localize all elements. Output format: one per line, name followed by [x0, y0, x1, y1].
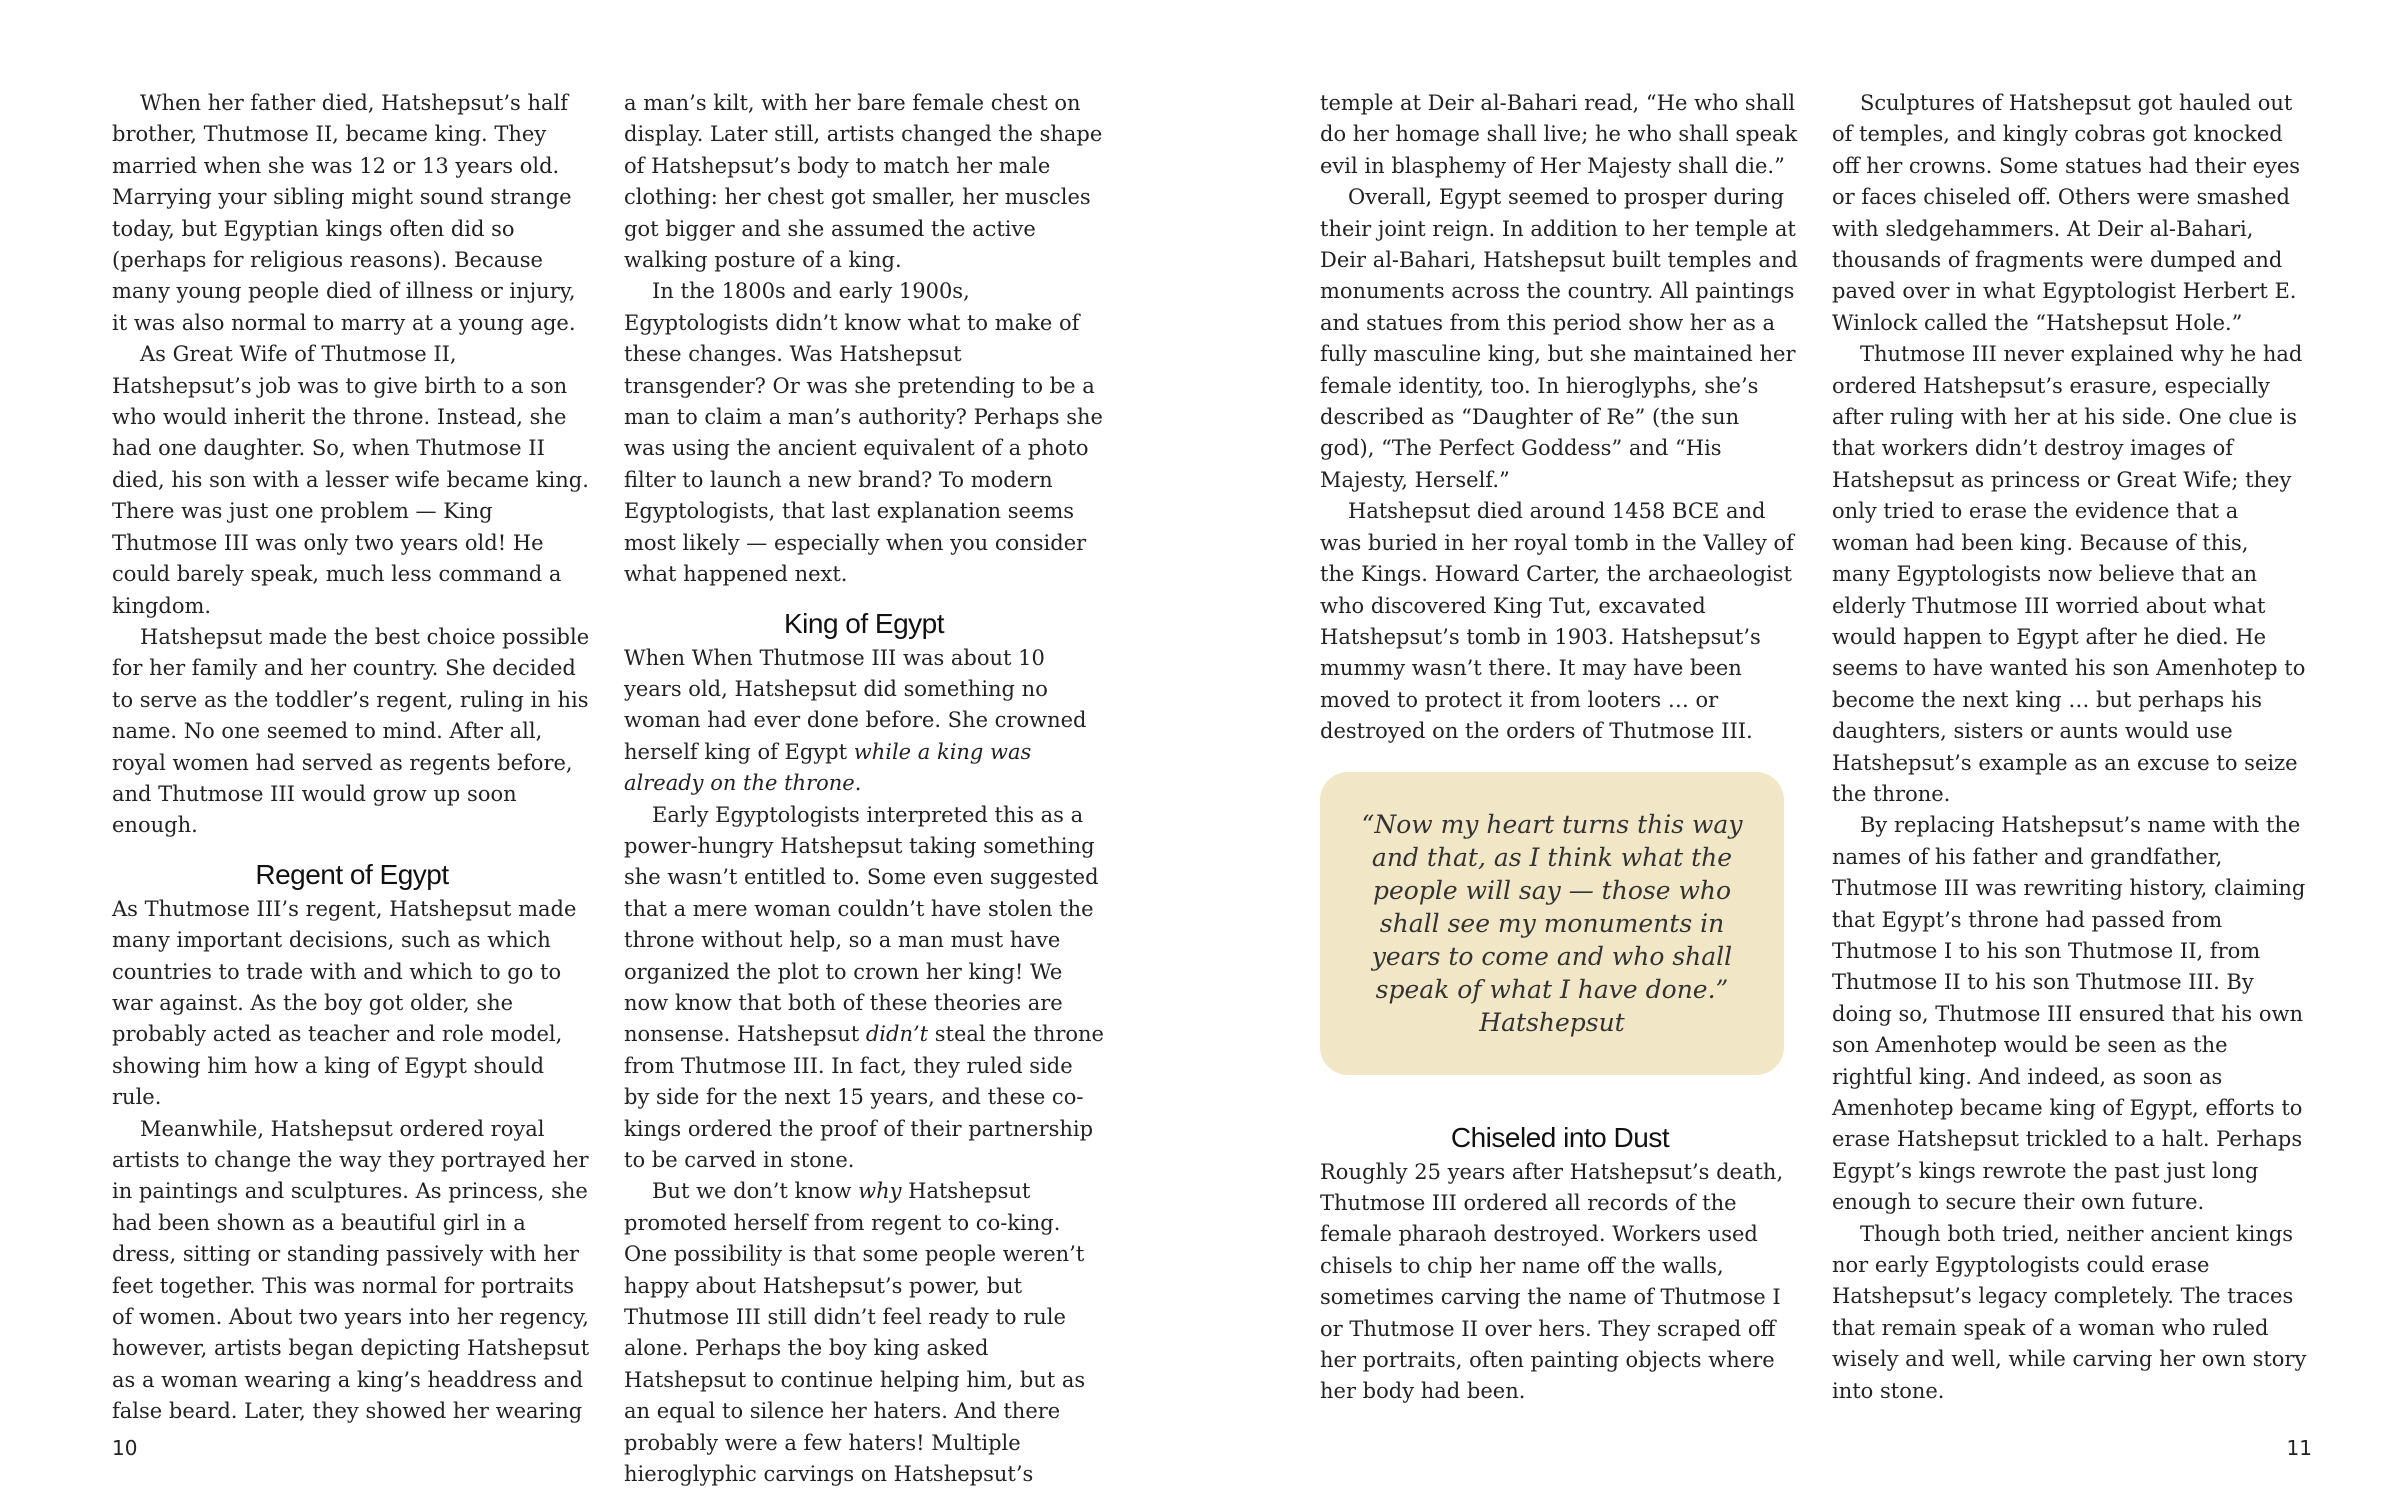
paragraph: Hatshepsut died around 1458 BCE and was buried in her royal tomb in the Valley of the Kings. Howard Carter, the archaeologist who discovered King Tut, excavated Hatshepsut’s tomb in 1903. Hatshepsut’s mummy wasn’t there. It may have been moved to protect it from looters … or destroyed on the orders of Thutmose III. — [1320, 499, 1794, 744]
text-run: When When Thutmose III was about 10 years old, Hatshepsut did something no woman had ever done before. She crowned herself king of Egypt — [624, 645, 1087, 764]
paragraph — [624, 643, 1104, 800]
page-number-right: 11 — [2286, 1436, 2312, 1460]
paragraph: Thutmose III never explained why he had ordered Hatshepsut’s erasure, especially after ruling with her at his side. One clue is that workers didn’t destroy images of Hatshepsut as princess or Great Wife; they only tried to erase the evidence that a woman had been king. Because of this, many Egyptologists now believe that an elderly Thutmose III worried about what would happen to Egypt after he died. He seems to have wanted his son Amenhotep to become the next king … but perhaps his daughters, sisters or aunts would use Hatshepsut’s example as an excuse to seize the throne. — [1832, 342, 2306, 806]
paragraph: Sculptures of Hatshepsut got hauled out of temples, and kingly cobras got knocked off her crowns. Some statues had their eyes or faces chiseled off. Others were smashed with sledgehammers. At Deir al-Bahari, thousands of fragments were dumped and paved over in what Egyptologist Herbert E. Winlock called the “Hatshepsut Hole.” — [1832, 91, 2301, 335]
right-page-column-2 — [1832, 88, 2307, 1407]
paragraph: a man’s kilt, with her bare female chest on display. Later still, artists changed the shape of Hatshepsut’s body to match her male clothing: her chest got smaller, her muscles got bigger and she assumed the active walking posture of a king. — [624, 91, 1103, 273]
paragraph: When her father died, Hatshepsut’s half brother, Thutmose II, became king. They married when she was 12 or 13 years old. Marrying your sibling might sound strange today, but Egyptian kings often did so (perhaps for religious reasons). Because many young people died of illness or injury, it was also normal to marry at a young age. — [112, 91, 576, 335]
text-run: . — [854, 771, 862, 796]
paragraph: Overall, Egypt seemed to prosper during their joint reign. In addition to her temple at Deir al-Bahari, Hatshepsut built temples and monuments across the country. All paintings and statues from this period show her as a fully masculine king, but she maintained her female identity, too. In hieroglyphs, she’s described as “Daughter of Re” (the sun god), “The Perfect Goddess” and “His Majesty, Herself.” — [1320, 185, 1798, 492]
text-run: Early Egyptologists interpreted this as a power-hungry Hatshepsut taking something she wasn’t entitled to. Some even suggested that a mere woman couldn’t have stolen the throne without help, so a man must have organized the plot to crown her king! We now know that both of these theories are nonsense. Hatshepsut — [624, 802, 1099, 1047]
left-page-column-2 — [624, 88, 1104, 1490]
paragraph: By replacing Hatshepsut’s name with the names of his father and grandfather, Thutmose III was rewriting history, claiming that Egypt’s throne had passed from Thutmose I to his son Thutmose II, from Thutmose II to his son Thutmose III. By doing so, Thutmose III ensured that his own son Amenhotep would be seen as the rightful king. And indeed, as soon as Amenhotep became king of Egypt, efforts to erase Hatshepsut trickled to a halt. Perhaps Egypt’s kings rewrote the past just long enough to secure their own future. — [1832, 813, 2306, 1215]
emphasis-text: while a king was already on the throne — [624, 739, 1032, 796]
section-heading-chiseled: Chiseled into Dust — [1450, 1121, 1670, 1153]
paragraph: temple at Deir al-Bahari read, “He who shall do her homage shall live; he who shall speak evil in blasphemy of Her Majesty shall die.” — [1320, 91, 1798, 178]
paragraph — [624, 1176, 1104, 1490]
paragraph: As Great Wife of Thutmose II, Hatshepsut’s job was to give birth to a son who would inherit the throne. Instead, she had one daughter. So, when Thutmose II died, his son with a lesser wife became king. There was just one problem — King Thutmose III was only two years old! He could barely speak, much less command a kingdom. — [112, 342, 589, 618]
pull-quote-box — [1320, 772, 1784, 1075]
quote-attribution: Hatshepsut — [1479, 1007, 1625, 1037]
emphasis-text: why — [858, 1179, 902, 1204]
pull-quote: “Now my heart turns this way and that, as I think what the people will say — those who shall see my monuments in years to come and who shall speak of what I have done.” — [1361, 809, 1743, 1004]
page-number-left: 10 — [112, 1436, 138, 1460]
paragraph: In the 1800s and early 1900s, Egyptologists didn’t know what to make of these changes. Was Hatshepsut transgender? Or was she pretending to be a man to claim a man’s authority? Perhaps she was using the ancient equivalent of a photo filter to launch a new brand? To modern Egyptologists, that last explanation seems most likely — especially when you consider what happened next. — [624, 279, 1103, 587]
text-run: steal the throne from Thutmose III. In fact, they ruled side by side for the next 15 years, and these co-kings ordered the proof of their partnership to be carved in stone. — [624, 1022, 1104, 1172]
right-page-column-1 — [1320, 88, 1800, 1408]
paragraph: Roughly 25 years after Hatshepsut’s death, Thutmose III ordered all records of the female pharaoh destroyed. Workers used chisels to chip her name off the walls, sometimes carving the name of Thutmose I or Thutmose II over hers. They scraped off her portraits, often painting objects where her body had been. — [1320, 1159, 1784, 1404]
text-run: But we don’t know — [652, 1179, 859, 1204]
left-page-column-1 — [112, 88, 592, 1428]
text-run: Hatshepsut promoted herself from regent to co-king. One possibility is that some people weren’t happy about Hatshepsut’s power, but Thutmose III still didn’t feel ready to rule alone. Perhaps the boy king asked Hatshepsut to continue helping him, but as an equal to silence her haters. And there probably were a few haters! Multiple hieroglyphic carvings on Hatshepsut’s — [624, 1179, 1086, 1487]
paragraph: Hatshepsut made the best choice possible for her family and her country. She decided to serve as the toddler’s regent, ruling in his name. No one seemed to mind. After all, royal women had served as regents before, and Thutmose III would grow up soon enough. — [112, 624, 590, 838]
section-heading-regent: Regent of Egypt — [255, 858, 449, 890]
paragraph: Meanwhile, Hatshepsut ordered royal artists to change the way they portrayed her in paintings and sculptures. As princess, she had been shown as a beautiful girl in a dress, sitting or standing passively with her feet together. This was normal for portraits of women. About two years into her regency, however, artists began depicting Hatshepsut as a woman wearing a king’s headdress and false beard. Later, they showed her wearing — [112, 1116, 590, 1424]
section-heading-king: King of Egypt — [783, 607, 945, 639]
paragraph — [624, 800, 1104, 1177]
paragraph: Though both tried, neither ancient kings nor early Egyptologists could erase Hatshepsut’s legacy completely. The traces that remain speak of a woman who ruled wisely and well, while carving her own story into stone. — [1832, 1221, 2307, 1403]
spacer — [1320, 1075, 1800, 1105]
gutter — [1199, 0, 1201, 1500]
paragraph: As Thutmose III’s regent, Hatshepsut made many important decisions, such as which countries to trade with and which to go to war against. As the boy got older, she probably acted as teacher and role model, showing him how a king of Egypt should rule. — [112, 896, 577, 1110]
emphasis-text: didn’t — [865, 1022, 929, 1047]
